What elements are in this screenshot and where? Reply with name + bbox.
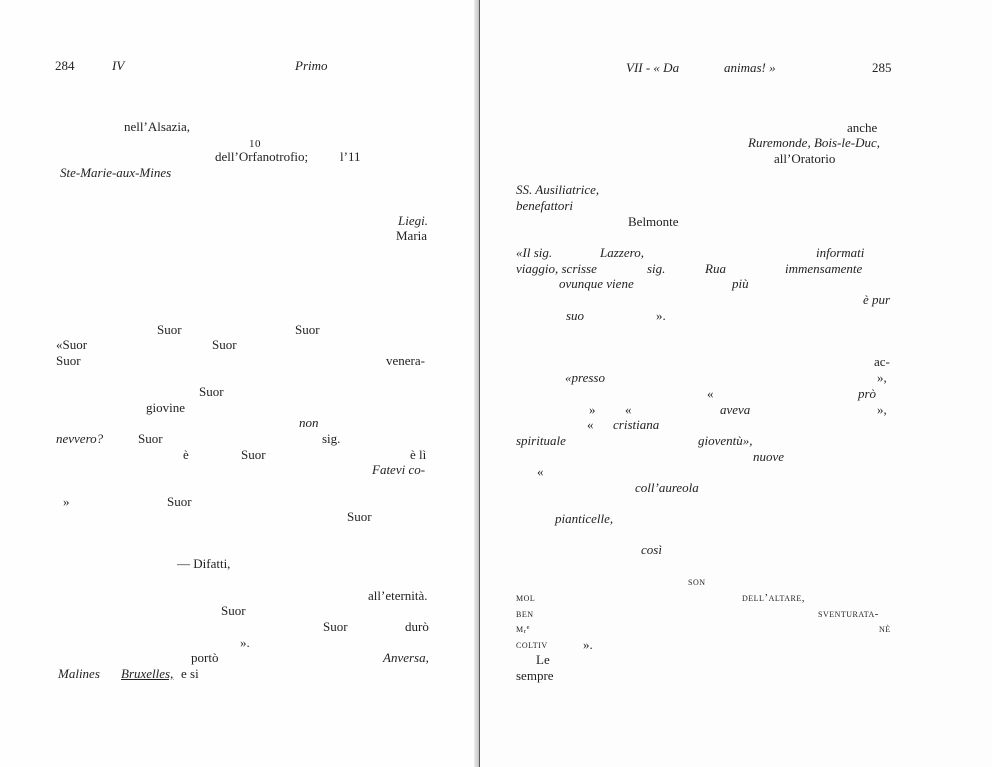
left-page xyxy=(0,0,474,767)
text-fragment: Suor xyxy=(157,322,182,337)
text-fragment: ». xyxy=(656,308,666,323)
text-fragment: aveva xyxy=(720,402,751,417)
text-fragment: così xyxy=(641,542,662,557)
text-fragment: Le xyxy=(536,652,550,667)
text-fragment: e si xyxy=(181,666,199,681)
text-fragment: anche xyxy=(847,120,878,135)
text-fragment: Anversa, xyxy=(383,650,429,665)
text-fragment: Liegi. xyxy=(398,213,428,228)
text-fragment: non xyxy=(299,415,319,430)
text-fragment: Malines xyxy=(58,666,100,681)
text-fragment: pianticelle, xyxy=(555,511,614,526)
text-fragment: Rua xyxy=(705,261,726,276)
text-fragment: ovunque viene xyxy=(559,276,634,291)
text-fragment: Maria xyxy=(396,228,428,243)
text-fragment: è pur xyxy=(863,292,891,307)
text-fragment: ben xyxy=(516,608,534,620)
text-fragment: suo xyxy=(566,308,585,323)
text-fragment: Suor xyxy=(167,494,192,509)
text-fragment: sempre xyxy=(516,668,554,683)
text-fragment: Ste-Marie-aux-Mines xyxy=(60,165,172,180)
text-fragment: Suor xyxy=(295,322,320,337)
text-fragment: più xyxy=(732,276,749,291)
text-fragment: ». xyxy=(583,637,593,652)
text-fragment: nevvero? xyxy=(56,431,104,446)
text-fragment: Lazzero, xyxy=(600,245,644,260)
text-fragment: « xyxy=(707,386,714,401)
text-fragment: Belmonte xyxy=(628,214,679,229)
text-fragment: gioventù», xyxy=(698,433,753,448)
text-fragment: all’eternità. xyxy=(368,588,428,603)
text-fragment: ». xyxy=(240,635,250,650)
text-fragment: Suor xyxy=(241,447,266,462)
text-fragment: « xyxy=(587,417,594,432)
text-fragment: Suor xyxy=(347,509,372,524)
text-fragment: venerа- xyxy=(386,353,425,368)
text-fragment: Suor xyxy=(323,619,348,634)
text-fragment: viaggio, scrisse xyxy=(516,261,597,276)
text-fragment: Fatevi co- xyxy=(372,462,426,477)
page-number: 284 xyxy=(55,58,75,73)
text-fragment: Suor xyxy=(212,337,237,352)
text-fragment: immensamente xyxy=(785,261,863,276)
text-fragment: Ruremonde, Bois-le-Duc, xyxy=(748,135,881,150)
text-fragment: son xyxy=(688,576,706,588)
text-fragment: « xyxy=(537,464,544,479)
text-fragment: all’Oratorio xyxy=(774,151,836,166)
page-number: 285 xyxy=(872,60,892,75)
running-title: Primo xyxy=(295,58,328,73)
running-title-continued: animas! » xyxy=(724,60,776,75)
text-fragment: Bruxelles, xyxy=(121,666,174,681)
text-fragment: sig. xyxy=(647,261,666,276)
text-fragment: Suor xyxy=(199,384,224,399)
text-fragment: dell’Orfanotrofio; xyxy=(215,149,309,164)
text-fragment: «Il sig. xyxy=(516,245,553,260)
right-page xyxy=(480,0,992,767)
text-fragment: SS. Ausiliatrice, xyxy=(516,182,600,197)
text-fragment: Suor xyxy=(56,353,81,368)
text-fragment: prò xyxy=(858,386,877,401)
text-fragment: «Suor xyxy=(56,337,88,352)
text-fragment: cristiana xyxy=(613,417,660,432)
chapter-number: IV xyxy=(112,58,125,73)
text-fragment: », xyxy=(877,370,887,385)
text-fragment: portò xyxy=(191,650,219,665)
text-fragment: Suor xyxy=(138,431,163,446)
text-fragment: spirituale xyxy=(516,433,566,448)
text-fragment: informati xyxy=(816,245,865,260)
text-fragment: è lì xyxy=(410,447,427,462)
running-title: VII - « Da xyxy=(626,60,680,75)
text-fragment: Suor xyxy=(221,603,246,618)
text-fragment: coll’aureola xyxy=(635,480,699,495)
text-fragment: mol xyxy=(516,592,536,604)
text-fragment: è xyxy=(183,447,189,462)
text-fragment: nell’Alsazia, xyxy=(124,119,191,134)
text-fragment: » xyxy=(63,494,70,509)
text-fragment: », xyxy=(877,402,887,417)
text-fragment: — Difatti, xyxy=(177,556,231,571)
text-fragment: giovine xyxy=(146,400,185,415)
text-fragment: «presso xyxy=(565,370,605,385)
text-fragment: nuove xyxy=(753,449,785,464)
text-fragment: durò xyxy=(405,619,429,634)
text-fragment: ac- xyxy=(874,354,890,369)
text-fragment: mᵣᵉ xyxy=(516,623,530,635)
text-fragment: » xyxy=(589,402,596,417)
text-fragment: l’11 xyxy=(340,149,361,164)
text-fragment: coltiv xyxy=(516,639,548,651)
text-fragment: sig. xyxy=(322,431,341,446)
text-fragment: 10 xyxy=(249,138,261,150)
text-fragment: dell’altare, xyxy=(742,592,806,604)
text-fragment: benefattori xyxy=(516,198,574,213)
text-fragment: « xyxy=(625,402,632,417)
text-fragment: nè xyxy=(879,623,891,635)
text-fragment: sventurata- xyxy=(818,608,879,620)
